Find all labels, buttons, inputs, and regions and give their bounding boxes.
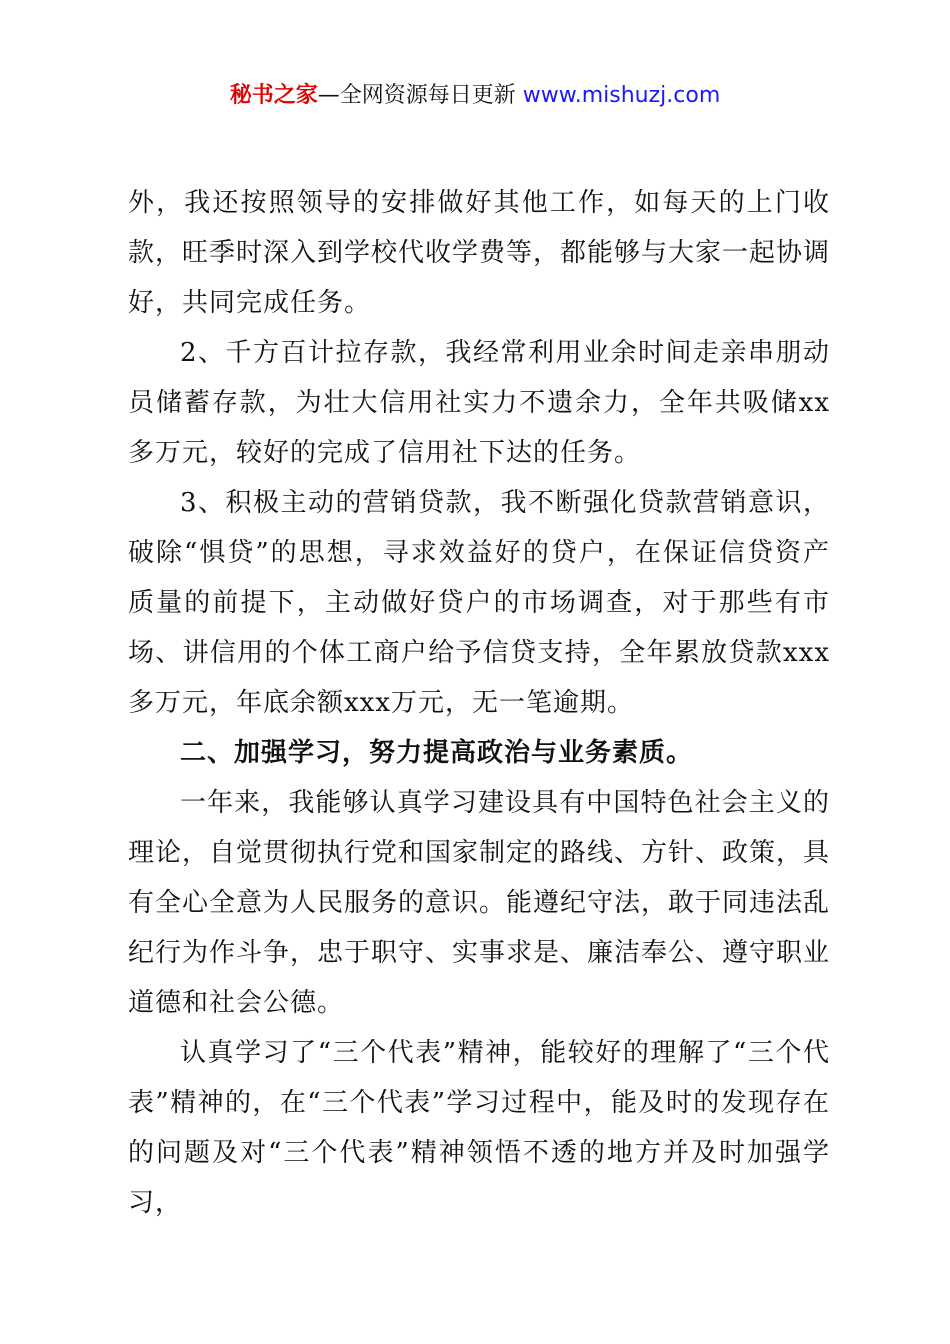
site-url-link[interactable]: www.mishuzj.com: [522, 83, 721, 108]
paragraph-loans: 3、积极主动的营销贷款，我不断强化贷款营销意识，破除“惧贷”的思想，寻求效益好的贷户，在保证信贷资产质量的前提下，主动做好贷户的市场调查，对于那些有市场、讲信用的个体工商户给予信贷支持，全年累放贷款xxx多万元，年底余额xxx万元，无一笔逾期。: [128, 488, 830, 718]
paragraph-deposits: 2、千方百计拉存款，我经常利用业余时间走亲串朋动员储蓄存款，为壮大信用社实力不遗余力，全年共吸储xx多万元，较好的完成了信用社下达的任务。: [128, 338, 830, 468]
document-body: [128, 178, 830, 1228]
paragraph-political-study: 一年来，我能够认真学习建设具有中国特色社会主义的理论，自觉贯彻执行党和国家制定的路线、方针、政策，具有全心全意为人民服务的意识。能遵纪守法，敢于同违法乱纪行为作斗争，忠于职守、实事求是、廉洁奉公、遵守职业道德和社会公德。: [128, 788, 831, 1018]
paragraph-continuation: 外，我还按照领导的安排做好其他工作，如每天的上门收款，旺季时深入到学校代收学费等，都能够与大家一起协调好，共同完成任务。: [128, 188, 831, 318]
paragraph-three-represents: 认真学习了“三个代表”精神，能较好的理解了“三个代表”精神的，在“三个代表”学习过程中，能及时的发现存在的问题及对“三个代表”精神领悟不透的地方并及时加强学习，: [128, 1038, 830, 1218]
header-slogan: —全网资源每日更新: [317, 83, 516, 108]
site-header: [0, 80, 950, 112]
brand-name: 秘书之家: [229, 83, 318, 108]
section-heading-study: 二、加强学习，努力提高政治与业务素质。: [180, 738, 694, 768]
